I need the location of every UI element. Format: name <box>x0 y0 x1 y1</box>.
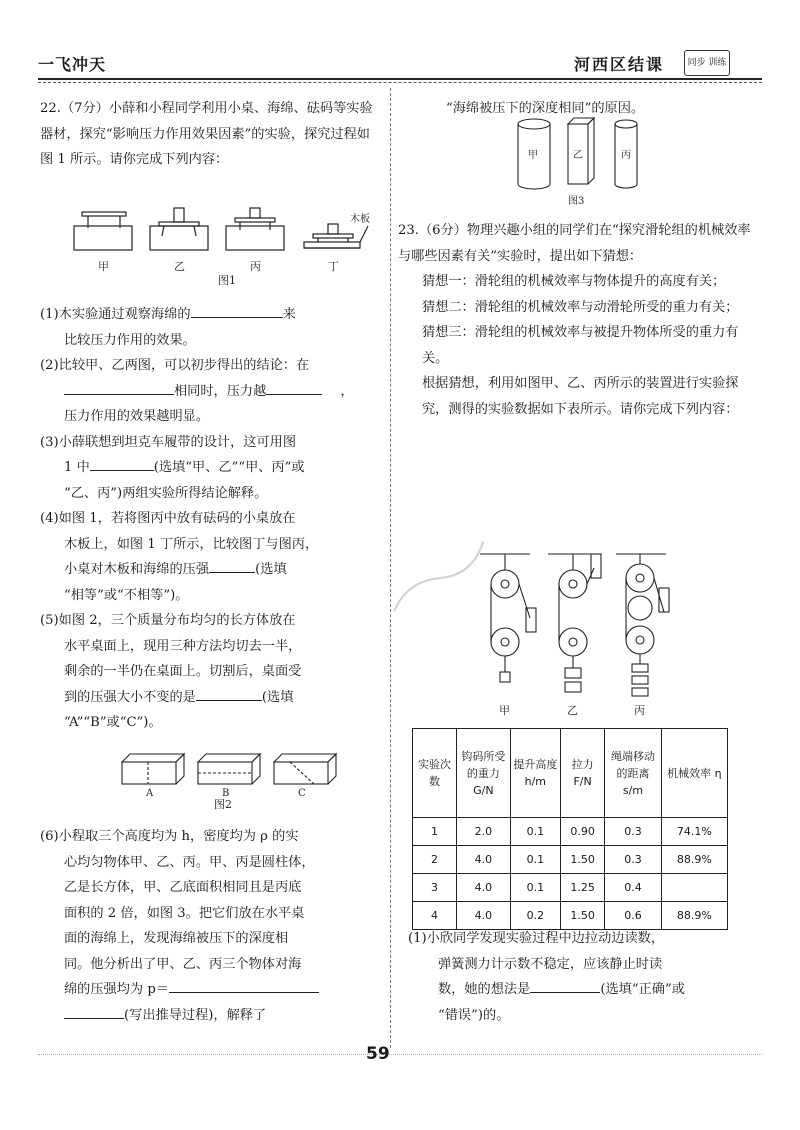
table-row <box>413 846 728 874</box>
q22-s2-cont: 压力作用的效果越明显。 <box>64 409 210 424</box>
q23-guess-3: 猜想三：滑轮组的机械效率与被提升物体所受的重力有关。 <box>422 325 739 366</box>
q22-s6-cont4: 面的海绵上，发现海绵被压下的深度相 <box>64 931 289 946</box>
q22-s6-cont5: 同。他分析出了甲、乙、丙三个物体对海 <box>64 956 302 972</box>
page-number: 59 <box>366 1044 390 1064</box>
cell: 0.4 <box>605 874 662 902</box>
q22-s6-cont8: “海绵被压下的深度相同”的原因。 <box>446 101 645 116</box>
cell: 74.1% <box>661 818 727 846</box>
q23-guess-2: 猜想二：滑轮组的机械效率与动滑轮所受的重力有关； <box>422 299 739 315</box>
q23-s1-text: (1)小欣同学发现实验过程中边拉动边读数， <box>408 931 665 946</box>
fig1-label-bing: 丙 <box>250 260 261 273</box>
q22-s6-blank1[interactable] <box>169 978 319 993</box>
q22-s5-text: (5)如图 2，三个质量分布均匀的长方体放在 <box>40 613 296 628</box>
fig1-board-label: 木板 <box>350 214 370 225</box>
q22-s4-tail: (选填 <box>255 562 287 577</box>
q22-s6-cont3: 面积的 2 倍，如图 3。把它们放在水平桌 <box>64 905 305 921</box>
q22-s5-blank[interactable] <box>196 686 262 701</box>
fig1-caption: 图1 <box>218 274 236 286</box>
cell: 4.0 <box>457 902 511 930</box>
q23-s1-tail: (选填“正确”或 <box>600 982 685 997</box>
th-efficiency: 机械效率 η <box>661 729 727 818</box>
q22-s6-cont2: 乙是长方体，甲、乙底面积相同且是丙底 <box>64 880 302 895</box>
q22-s1-blank[interactable] <box>191 303 283 318</box>
book-series-title: 一飞冲天 <box>38 55 107 74</box>
q22-s2-comma: ， <box>340 383 354 399</box>
q22-s6-text: (6)小程取三个高度均为 h，密度均为 ρ 的实 <box>40 829 299 844</box>
figure-2 <box>118 744 338 810</box>
q22-stem: 22.（7分）小薛和小程同学利用小桌、海绵、砝码等实验器材，探究“影响压力作用效果因素”的实验，探究过程如图 1 所示。请你完成下列内容： <box>40 101 373 167</box>
cell: 0.6 <box>605 902 662 930</box>
cell: 88.9% <box>661 902 727 930</box>
header-rule-dashed <box>38 82 762 83</box>
fig2-label-b: B <box>222 788 230 799</box>
q22-s2-blank2[interactable] <box>266 380 322 395</box>
fig3-label-jia: 甲 <box>528 150 538 161</box>
table-row <box>413 874 728 902</box>
cell: 4 <box>413 902 457 930</box>
header-title: 河西区结课 <box>574 55 665 74</box>
question-23 <box>398 218 758 422</box>
q22-s4-text: (4)如图 1，若将图丙中放有砝码的小桌放在 <box>40 511 296 526</box>
q22-s6-blank2[interactable] <box>64 1004 124 1019</box>
pulley-label-jia: 甲 <box>499 704 510 717</box>
q22-s5-cont3: 到的压强大小不变的是 <box>64 689 196 705</box>
q23-s1-cont2: 数，她的想法是 <box>438 982 531 997</box>
cell-efficiency-blank[interactable] <box>661 874 727 902</box>
q22-s6-cont7: (写出推导过程)，解释了 <box>124 1007 267 1023</box>
fig1-label-jia: 甲 <box>98 260 109 273</box>
cell: 0.3 <box>605 846 662 874</box>
cell: 1.50 <box>561 846 605 874</box>
q22-s3-text: (3)小薛联想到坦克车履带的设计，这可用图 <box>40 434 297 450</box>
q23-s1-cont3: “错误”)的。 <box>438 1007 510 1023</box>
q22-s3-cont: “乙、丙”)两组实验所得结论解释。 <box>64 485 268 501</box>
q22-s5-cont1: 水平桌面上，现用三种方法均切去一半， <box>64 638 302 654</box>
q22-s6-cont6: 绵的压强均为 p＝ <box>64 982 169 997</box>
cell: 2.0 <box>457 818 511 846</box>
fig2-label-a: A <box>146 788 154 799</box>
pulley-label-yi: 乙 <box>567 704 578 717</box>
q22-s5-cont2: 剩余的一半仍在桌面上。切割后，桌面受 <box>64 664 302 679</box>
cell: 4.0 <box>457 846 511 874</box>
figure-1 <box>68 198 378 286</box>
cell: 0.1 <box>510 818 560 846</box>
q23-instructions: 根据猜想，利用如图甲、乙、丙所示的装置进行实验探究，测得的实验数据如下表所示。请你完成下列内容： <box>422 376 739 417</box>
pulley-figure <box>470 548 680 720</box>
cell: 1.25 <box>561 874 605 902</box>
header-rule <box>38 78 762 80</box>
q22-s6 <box>40 824 380 1028</box>
figure-3 <box>506 112 666 206</box>
table-row <box>413 818 728 846</box>
cell: 0.1 <box>510 846 560 874</box>
q23-s1-blank[interactable] <box>530 978 600 993</box>
q22-s1-cont: 比较压力作用的效果。 <box>64 332 196 348</box>
cell: 88.9% <box>661 846 727 874</box>
column-divider <box>390 88 391 1048</box>
footer-rule <box>38 1054 762 1055</box>
q22-s6-cont1: 心均匀物体甲、乙、丙。甲、丙是圆柱体， <box>64 854 315 870</box>
th-force: 拉力 F/N <box>561 729 605 818</box>
q23-s1-cont1: 弹簧测力计示数不稳定，应该静止时读 <box>438 956 663 972</box>
th-weight: 钩码所受的重力 G/N <box>457 729 511 818</box>
q22-s4-cont3: “相等”或“不相等”)。 <box>64 587 189 603</box>
q22-s2-blank1[interactable] <box>64 380 174 395</box>
question-22 <box>40 96 380 173</box>
fig2-caption: 图2 <box>214 798 232 810</box>
cell: 4.0 <box>457 874 511 902</box>
fig2-label-c: C <box>298 788 306 799</box>
q22-s5-tail: (选填 <box>261 689 294 705</box>
th-distance: 绳端移动的距离 s/m <box>605 729 662 818</box>
q22-s4-blank[interactable] <box>209 558 255 573</box>
cell: 0.3 <box>605 818 662 846</box>
th-height: 提升高度 h/m <box>510 729 560 818</box>
cell: 0.1 <box>510 874 560 902</box>
q22-s3-tail: (选填“甲、乙”“甲、丙”或 <box>153 460 305 475</box>
fig3-label-yi: 乙 <box>573 150 583 161</box>
fig1-label-ding: 丁 <box>328 260 339 273</box>
q22-s4-cont2: 小桌对木板和海绵的压强 <box>64 562 210 577</box>
q22-s2-mid: 相同时，压力越 <box>174 383 267 399</box>
cell: 1 <box>413 818 457 846</box>
experiment-table <box>412 728 728 930</box>
cell: 3 <box>413 874 457 902</box>
cell: 1.50 <box>561 902 605 930</box>
q22-s5-cont4: “A”“B”或“C”)。 <box>64 715 162 730</box>
q23-guess-1: 猜想一：滑轮组的机械效率与物体提升的高度有关； <box>422 274 726 289</box>
cell: 0.90 <box>561 818 605 846</box>
q22-subquestions <box>40 302 380 736</box>
q22-s1-tail: 来 <box>282 307 296 322</box>
q23-s1 <box>408 926 764 1028</box>
q22-s1-text: (1)木实验通过观察海绵的 <box>40 307 191 322</box>
q22-s4-cont1: 木板上，如图 1 丁所示，比较图丁与图丙， <box>64 536 319 552</box>
q22-s3-mid: 1 中 <box>64 460 90 475</box>
pulley-label-bing: 丙 <box>634 704 645 717</box>
th-trial: 实验次数 <box>413 729 457 818</box>
q22-s3-blank[interactable] <box>90 456 154 471</box>
header-badge: 同步 训练 <box>684 50 730 76</box>
cell: 2 <box>413 846 457 874</box>
fig1-label-yi: 乙 <box>174 260 185 273</box>
cell: 0.2 <box>510 902 560 930</box>
fig3-label-bing: 丙 <box>621 150 631 161</box>
q23-stem: 23.（6分）物理兴趣小组的同学们在“探究滑轮组的机械效率与哪些因素有关”实验时，提出如下猜想： <box>398 223 751 264</box>
fig3-caption: 图3 <box>568 196 585 206</box>
q22-s2-text: (2)比较甲、乙两图，可以初步得出的结论：在 <box>40 358 310 373</box>
